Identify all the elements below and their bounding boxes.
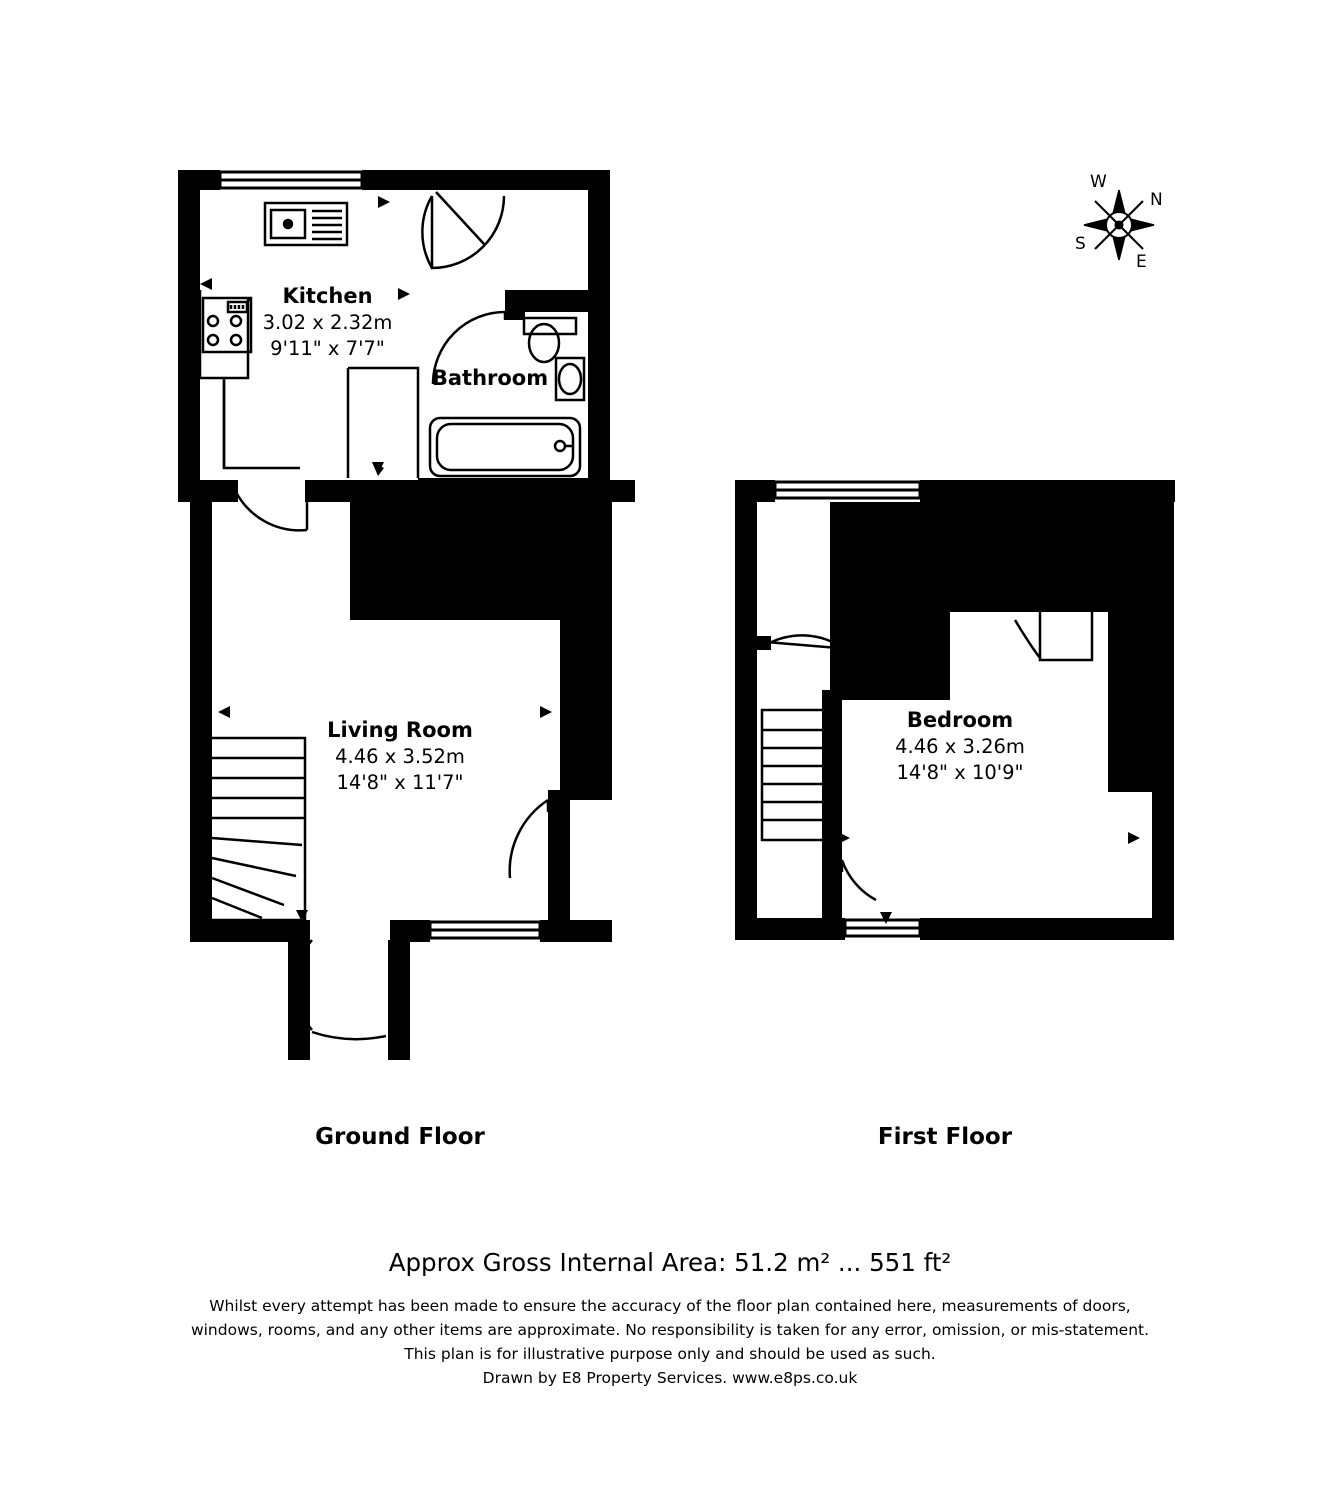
kitchen-sink-icon — [265, 203, 347, 245]
room-label-kitchen: Kitchen — [282, 284, 373, 308]
first-floor-stairs — [762, 690, 828, 840]
room-label-bedroom: Bedroom — [906, 708, 1014, 732]
room-label-living-room: Living Room — [327, 718, 473, 742]
disclaimer-line-2: windows, rooms, and any other items are approximate. No responsibility is taken for any error, omission, or mis-statement. — [190, 1321, 1150, 1339]
room-dimension-bedroom-metric: 4.46 x 3.26m — [895, 735, 1025, 758]
compass-label-west: W — [1090, 172, 1107, 192]
floor-title-first: First Floor — [877, 1124, 1013, 1150]
compass-label-south: S — [1075, 234, 1086, 254]
disclaimer-line-4: Drawn by E8 Property Services. www.e8ps.co.uk — [482, 1369, 858, 1387]
disclaimer-line-3: This plan is for illustrative purpose only and should be used as such. — [404, 1345, 936, 1363]
disclaimer-line-1: Whilst every attempt has been made to ensure the accuracy of the floor plan contained here, measurements of doors, — [209, 1297, 1131, 1315]
floor-title-ground: Ground Floor — [315, 1124, 485, 1150]
gross-internal-area: Approx Gross Internal Area: 51.2 m² ... 551 ft² — [388, 1248, 952, 1277]
compass-label-east: E — [1136, 252, 1147, 272]
disclaimer-block — [120, 1294, 1220, 1390]
room-dimension-bedroom-imperial: 14'8" x 10'9" — [896, 761, 1024, 784]
room-dimension-living-room-imperial: 14'8" x 11'7" — [336, 771, 464, 794]
room-dimension-living-room-metric: 4.46 x 3.52m — [335, 745, 465, 768]
room-dimension-kitchen-metric: 3.02 x 2.32m — [262, 311, 393, 334]
compass-rose-icon — [1084, 190, 1154, 260]
room-label-bathroom: Bathroom — [431, 366, 549, 390]
room-dimension-kitchen-imperial: 9'11" x 7'7" — [270, 337, 385, 360]
compass-label-north: N — [1150, 190, 1163, 210]
